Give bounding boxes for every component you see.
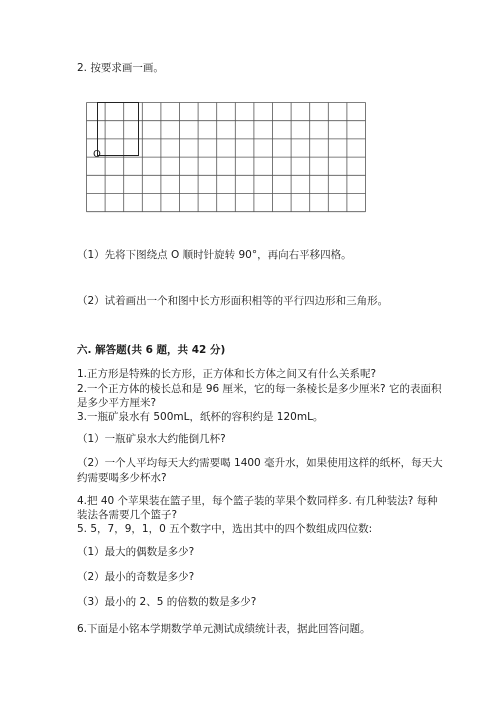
section-6-title: 六. 解答题(共 6 题，共 42 分): [77, 344, 226, 356]
problem-5-part-2: （2）最小的奇数是多少?: [77, 571, 195, 583]
problem-4-line-2: 装法各需要几个篮子?: [77, 509, 178, 521]
problem-3: 3.一瓶矿泉水有 500mL，纸杯的容积约是 120mL。: [77, 411, 324, 423]
problem-5-part-1: （1）最大的偶数是多少?: [77, 546, 195, 558]
problem-2-line-1: 2.一个正方体的棱长总和是 96 厘米，它的每一条棱长是多少厘米? 它的表面积: [77, 383, 442, 395]
problem-5-part-3: （3）最小的 2、5 的倍数的数是多少?: [77, 596, 257, 608]
problem-2-line-2: 是多少平方厘米?: [77, 397, 157, 409]
problem-3-part-1: （1）一瓶矿泉水大约能倒几杯?: [77, 433, 226, 445]
task-rotate-translate: （1）先将下图绕点 O 顺时针旋转 90°，再向右平移四格。: [77, 249, 352, 261]
question-2-heading: 2. 按要求画一画。: [77, 62, 164, 74]
problem-1: 1.正方形是特殊的长方形，正方体和长方体之间又有什么关系呢?: [77, 368, 377, 380]
problem-5: 5. 5，7，9，1，0 五个数字中，选出其中的四个数组成四位数:: [77, 523, 373, 535]
problem-3-part-2-line-2: 约需要喝多少杯水?: [77, 472, 167, 484]
problem-6: 6.下面是小铭本学期数学单元测试成绩统计表，据此回答问题。: [77, 623, 371, 635]
rectangle-figure: [97, 102, 139, 156]
point-o-label: O: [93, 149, 101, 160]
problem-4-line-1: 4.把 40 个苹果装在篮子里，每个篮子装的苹果个数同样多. 有几种装法? 每种: [77, 495, 438, 507]
problem-3-part-2-line-1: （2）一个人平均每天大约需要喝 1400 毫升水，如果使用这样的纸杯，每天大: [77, 457, 443, 469]
task-draw-shapes: （2）试着画出一个和图中长方形面积相等的平行四边形和三角形。: [77, 295, 389, 307]
